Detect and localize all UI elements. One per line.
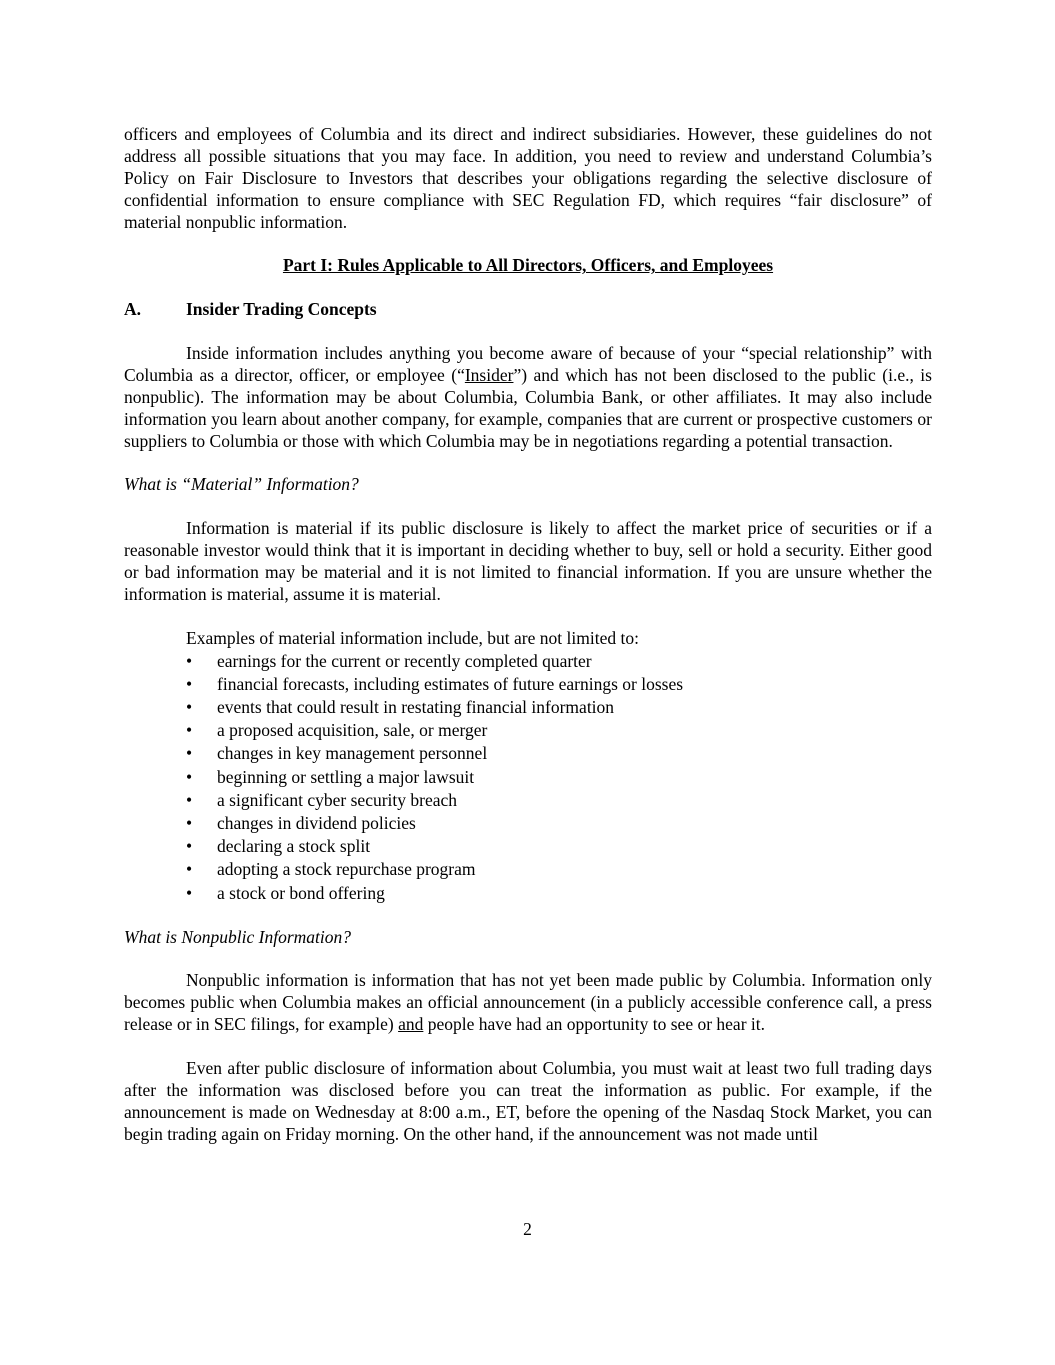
section-number: A. [124, 299, 142, 320]
intro-paragraph: officers and employees of Columbia and its direct and indirect subsidiaries. However, these guidelines do not address all possible situations that you may face. In addition, you need to review and understand Columbia’s Policy on Fair Disclosure to Investors that describes your obligations regarding the selective disclosure of confidential information to ensure compliance with SEC Regulation FD, which requires “fair disclosure” of material nonpublic information. [124, 124, 932, 232]
insider-paragraph: Inside information includes anything you become aware of because of your “special relationship” with Columbia as a director, officer, or employee (“Insider”) and which has not been disclosed to the public (i.e., is nonpublic). The information may be about Columbia, Columbia Bank, or other affiliates. It may also include information you learn about another company, for example, companies that are current or prospective customers or suppliers to Columbia or those with which Columbia may be in negotiations regarding a potential transaction. [124, 343, 932, 451]
list-item: • a stock or bond offering [186, 882, 932, 905]
material-subheading: What is “Material” Information? [124, 474, 359, 495]
bullet-icon: • [186, 720, 193, 741]
emphasis-and: and [398, 1014, 424, 1035]
part-title: Part I: Rules Applicable to All Directors, Officers, and Employees [282, 255, 774, 276]
bullet-icon: • [186, 812, 193, 833]
document-page [124, 124, 932, 1146]
list-item: • adopting a stock repurchase program [186, 858, 932, 881]
list-item: • events that could result in restating financial information [186, 696, 932, 719]
bullet-icon: • [186, 836, 193, 857]
section-title: Insider Trading Concepts [186, 299, 377, 320]
insider-term: Insider [464, 364, 514, 385]
bullet-icon: • [186, 859, 193, 880]
examples-list [124, 650, 932, 905]
trading-days-paragraph: Even after public disclosure of information about Columbia, you must wait at least two full trading days after the information was disclosed before you can treat the information as public. For example, if the announcement is made on Wednesday at 8:00 a.m., ET, before the opening of the Nasdaq Stock Market, you can begin trading again on Friday morning. On the other hand, if the announcement was not made until [124, 1058, 932, 1144]
nonpublic-paragraph: Nonpublic information is information that has not yet been made public by Columbia. Information only becomes public when Columbia makes an official announcement (in a publicly accessible conference call, a press release or in SEC filings, for example) and people have had an opportunity to see or hear it. [124, 970, 932, 1035]
list-item: • declaring a stock split [186, 835, 932, 858]
bullet-icon: • [186, 743, 193, 764]
bullet-icon: • [186, 650, 193, 671]
list-item: • changes in key management personnel [186, 742, 932, 765]
examples-intro: Examples of material information include, but are not limited to: [186, 627, 639, 648]
bullet-icon: • [186, 766, 193, 787]
bullet-icon: • [186, 697, 193, 718]
list-item: • changes in dividend policies [186, 812, 932, 835]
section-a-heading [124, 299, 932, 321]
bullet-icon: • [186, 789, 193, 810]
list-item: • earnings for the current or recently completed quarter [186, 650, 932, 673]
bullet-icon: • [186, 673, 193, 694]
page-number: 2 [523, 1219, 532, 1239]
list-item: • financial forecasts, including estimates of future earnings or losses [186, 673, 932, 696]
material-paragraph: Information is material if its public disclosure is likely to affect the market price of securities or if a reasonable investor would think that it is important in deciding whether to buy, sell or hold a security. Either good or bad information may be material and it is not limited to financial information. If you are unsure whether the information is material, assume it is material. [124, 518, 932, 604]
list-item: • a proposed acquisition, sale, or merger [186, 719, 932, 742]
list-item: • a significant cyber security breach [186, 789, 932, 812]
bullet-icon: • [186, 882, 193, 903]
list-item: • beginning or settling a major lawsuit [186, 766, 932, 789]
nonpublic-subheading: What is Nonpublic Information? [124, 926, 352, 947]
